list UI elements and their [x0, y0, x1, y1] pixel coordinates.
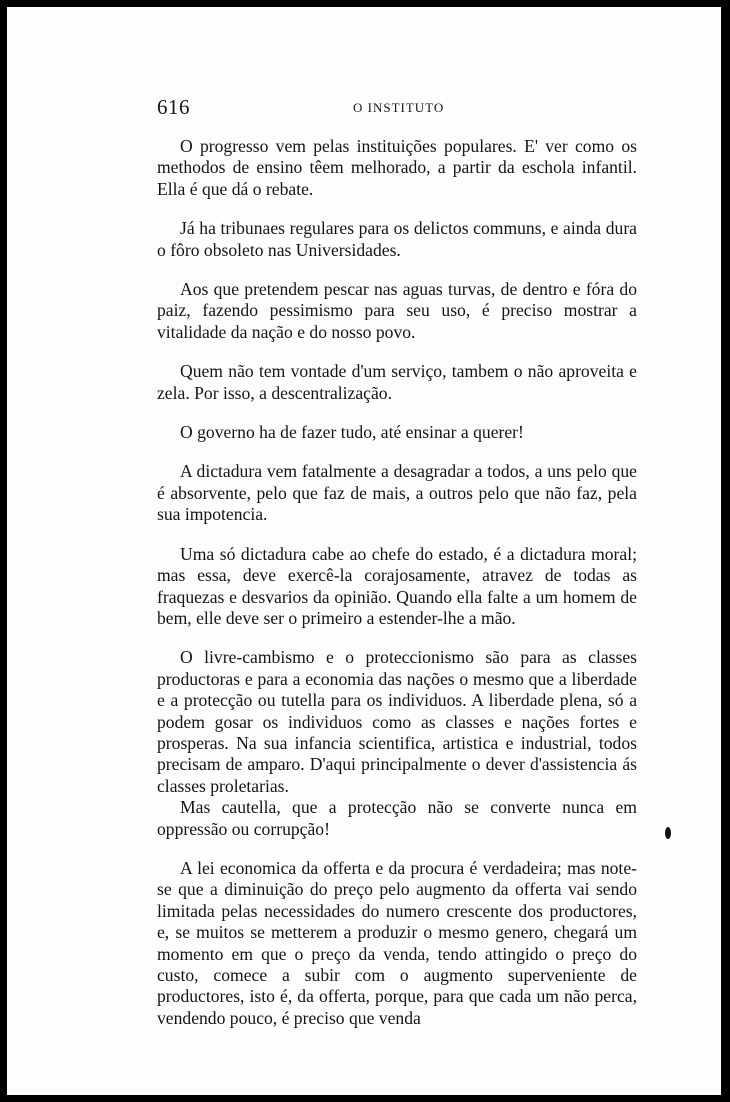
running-title: O INSTITUTO [353, 100, 445, 115]
paragraph: Mas cautella, que a protecção não se converte nunca em oppressão ou corrupção! [157, 797, 637, 839]
page-header [157, 95, 657, 121]
paragraph: A dictadura vem fatalmente a desagradar a todos, a uns pelo que é absorvente, pelo que faz de mais, a outros pelo que não faz, pela sua impotencia. [157, 461, 637, 525]
page-number: 616 [157, 95, 190, 119]
body-text [157, 136, 637, 1029]
paragraph: A lei economica da offerta e da procura é verdadeira; mas note-se que a diminuição do preço pelo augmento da offerta vai sendo limitada pelas necessidades do numero crescente dos productores, e, se muitos se metterem a produzir o mesmo genero, chegará um momento em que o preço da venda, tendo attingido o preço do custo, comece a subir com o augmento superveniente de productores, isto é, da offerta, porque, para que cada um não perca, vendendo pouco, é preciso que venda [157, 857, 637, 1028]
paragraph: O livre-cambismo e o proteccionismo são para as classes productoras e para a economia das nações o mesmo que a liberdade e a protecção ou tutella para os individuos. A liberdade plena, só a podem gosar os individuos como as classes e nações fortes e prosperas. Na sua infancia scientifica, artistica e industrial, todos precisam de amparo. D'aqui principalmente o dever d'assistencia ás classes proletarias. [157, 647, 637, 796]
book-page [7, 7, 721, 1095]
paragraph: Já ha tribunaes regulares para os delictos communs, e ainda dura o fôro obsoleto nas Universidades. [157, 218, 637, 260]
margin-ink-dot [665, 827, 671, 839]
paragraph: O progresso vem pelas instituições populares. E' ver como os methodos de ensino têem melhorado, a partir da eschola infantil. Ella é que dá o rebate. [157, 136, 637, 199]
paragraph: Quem não tem vontade d'um serviço, tambem o não aproveita e zela. Por isso, a descentralização. [157, 361, 637, 403]
paragraph: Aos que pretendem pescar nas aguas turvas, de dentro e fóra do paiz, fazendo pessimismo para seu uso, é preciso mostrar a vitalidade da nação e do nosso povo. [157, 279, 637, 342]
paragraph: Uma só dictadura cabe ao chefe do estado, é a dictadura moral; mas essa, deve exercê-la corajosamente, atravez de todas as fraquezas e desvarios da opinião. Quando ella falte a um homem de bem, elle deve ser o primeiro a estender-lhe a mão. [157, 543, 637, 628]
paragraph: O governo ha de fazer tudo, até ensinar a querer! [180, 422, 524, 443]
